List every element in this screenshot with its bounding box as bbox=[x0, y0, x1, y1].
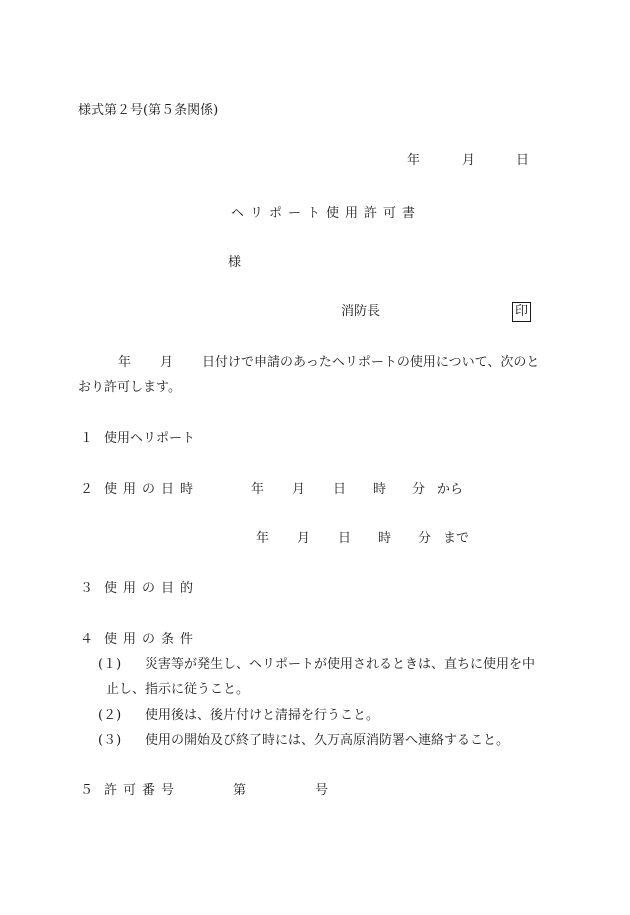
item2-label: 使用の日時 bbox=[104, 482, 200, 497]
condition1-text: 災害等が発生し、ヘリポートが使用されるときは、直ちに使用を中 bbox=[145, 657, 536, 672]
condition2-number: (２) bbox=[98, 708, 122, 723]
permit-number-suffix: 号 bbox=[315, 783, 329, 798]
to-hour-label: 時 bbox=[378, 531, 392, 546]
item4-label: 使用の条件 bbox=[104, 632, 200, 647]
from-day-label: 日 bbox=[333, 482, 347, 497]
item5-number: ５ bbox=[80, 783, 94, 798]
addressee-honorific: 様 bbox=[228, 255, 242, 270]
condition3-number: (３) bbox=[98, 733, 122, 748]
condition1-number: (１) bbox=[98, 657, 122, 672]
date-day-label: 日 bbox=[516, 153, 530, 168]
permit-number-prefix: 第 bbox=[233, 783, 247, 798]
item1-label: 使用ヘリポート bbox=[104, 431, 196, 446]
body-year-label: 年 bbox=[118, 355, 132, 370]
condition3-text: 使用の開始及び終了時には、久万高原消防署へ連絡すること。 bbox=[145, 733, 510, 748]
body-month-label: 月 bbox=[160, 355, 174, 370]
item1-number: １ bbox=[80, 431, 94, 446]
date-year-label: 年 bbox=[407, 153, 421, 168]
seal-mark: 印 bbox=[512, 302, 531, 322]
to-minute-label: 分 bbox=[418, 531, 432, 546]
to-suffix: まで bbox=[443, 531, 470, 546]
from-minute-label: 分 bbox=[412, 482, 426, 497]
condition1-text-cont: 止し、指示に従うこと。 bbox=[106, 682, 250, 697]
item5-label: 許可番号 bbox=[104, 783, 181, 798]
from-year-label: 年 bbox=[251, 482, 265, 497]
to-month-label: 月 bbox=[297, 531, 311, 546]
body-text-line2: おり許可します。 bbox=[78, 380, 181, 395]
from-suffix: から bbox=[437, 482, 464, 497]
issuer-title: 消防長 bbox=[341, 304, 381, 319]
item3-number: ３ bbox=[80, 581, 94, 596]
from-month-label: 月 bbox=[292, 482, 306, 497]
item3-label: 使用の目的 bbox=[104, 581, 200, 596]
to-year-label: 年 bbox=[256, 531, 270, 546]
condition2-text: 使用後は、後片付けと清掃を行うこと。 bbox=[145, 708, 380, 723]
item2-number: ２ bbox=[80, 482, 94, 497]
form-number: 様式第２号(第５条関係) bbox=[78, 103, 219, 118]
from-hour-label: 時 bbox=[373, 482, 387, 497]
to-day-label: 日 bbox=[338, 531, 352, 546]
item4-number: ４ bbox=[80, 632, 94, 647]
date-month-label: 月 bbox=[462, 153, 476, 168]
document-title: ヘリポート使用許可書 bbox=[231, 206, 422, 221]
body-text-line1: 日付けで申請のあったヘリポートの使用について、次のと bbox=[202, 355, 540, 370]
